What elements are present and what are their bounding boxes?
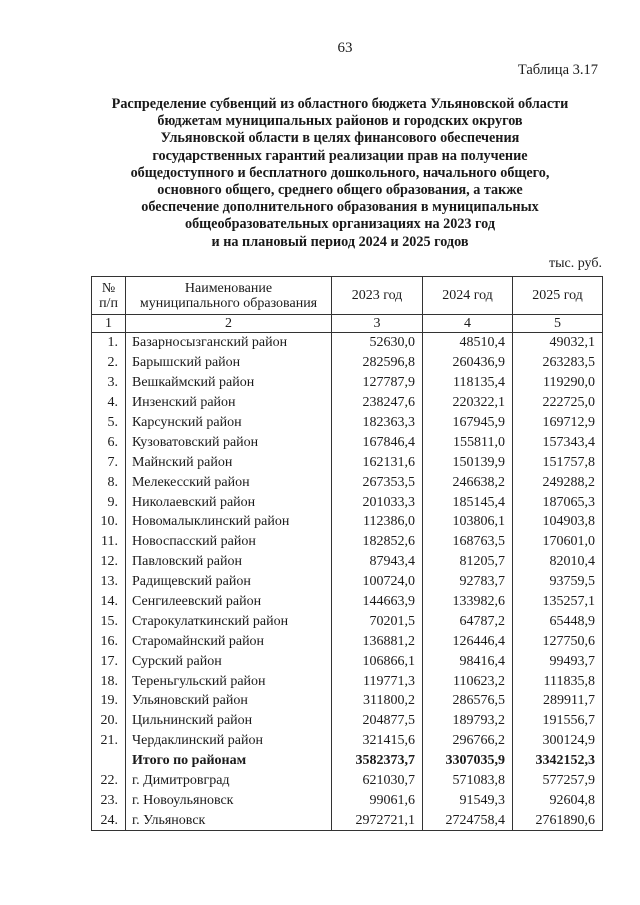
- row-number: 16.: [92, 631, 126, 651]
- row-value-2023: 201033,3: [332, 492, 423, 512]
- row-value-2025: 577257,9: [513, 771, 603, 791]
- row-value-2024: 103806,1: [423, 512, 513, 532]
- row-value-2025: 191556,7: [513, 711, 603, 731]
- column-index: 5: [513, 315, 603, 333]
- table-row: [92, 432, 603, 452]
- table-row: [92, 393, 603, 413]
- row-municipality: Кузоватовский район: [126, 432, 332, 452]
- table-row: [92, 771, 603, 791]
- row-value-2025: 82010,4: [513, 552, 603, 572]
- row-value-2025: 49032,1: [513, 333, 603, 353]
- row-value-2024: 155811,0: [423, 432, 513, 452]
- row-number: 8.: [92, 472, 126, 492]
- row-value-2025: 99493,7: [513, 651, 603, 671]
- row-municipality: Новоспасский район: [126, 532, 332, 552]
- table-body: [92, 333, 603, 831]
- header-municipality: [126, 277, 332, 315]
- row-value-2023: 182363,3: [332, 413, 423, 433]
- row-number: 5.: [92, 413, 126, 433]
- row-municipality: Итого по районам: [126, 751, 332, 771]
- title-line: основного общего, среднего общего образования, а также: [157, 182, 523, 199]
- row-value-2024: 98416,4: [423, 651, 513, 671]
- row-municipality: Сенгилеевский район: [126, 592, 332, 612]
- row-value-2024: 48510,4: [423, 333, 513, 353]
- row-value-2023: 321415,6: [332, 731, 423, 751]
- title-line: государственных гарантий реализации прав на получение: [152, 147, 528, 164]
- row-value-2023: 621030,7: [332, 771, 423, 791]
- table-row: [92, 731, 603, 751]
- row-number: 1.: [92, 333, 126, 353]
- row-value-2024: 167945,9: [423, 413, 513, 433]
- row-municipality: Тереньгульский район: [126, 671, 332, 691]
- row-value-2023: 182852,6: [332, 532, 423, 552]
- title-line: общедоступного и бесплатного дошкольного, начального общего,: [130, 164, 550, 181]
- table-row: [92, 552, 603, 572]
- row-value-2024: 2724758,4: [423, 810, 513, 830]
- document-title: [88, 96, 592, 251]
- row-number: 14.: [92, 592, 126, 612]
- row-value-2023: 100724,0: [332, 572, 423, 592]
- row-value-2025: 300124,9: [513, 731, 603, 751]
- table-row: [92, 611, 603, 631]
- table-row: [92, 631, 603, 651]
- row-number: 24.: [92, 810, 126, 830]
- row-number: 4.: [92, 393, 126, 413]
- row-municipality: Ульяновский район: [126, 691, 332, 711]
- row-number: 22.: [92, 771, 126, 791]
- header-row: [92, 277, 603, 315]
- row-number: 6.: [92, 432, 126, 452]
- row-value-2023: 127787,9: [332, 373, 423, 393]
- row-value-2024: 571083,8: [423, 771, 513, 791]
- row-value-2024: 286576,5: [423, 691, 513, 711]
- row-value-2025: 135257,1: [513, 592, 603, 612]
- title-line: общеобразовательных организациях на 2023 год: [184, 216, 496, 233]
- row-municipality: г. Ульяновск: [126, 810, 332, 830]
- row-number: 3.: [92, 373, 126, 393]
- row-value-2024: 133982,6: [423, 592, 513, 612]
- table-row: [92, 532, 603, 552]
- row-value-2023: 106866,1: [332, 651, 423, 671]
- row-municipality: Чердаклинский район: [126, 731, 332, 751]
- row-value-2023: 3582373,7: [332, 751, 423, 771]
- row-value-2023: 136881,2: [332, 631, 423, 651]
- row-value-2023: 99061,6: [332, 790, 423, 810]
- table-row: [92, 353, 603, 373]
- row-value-2023: 119771,3: [332, 671, 423, 691]
- row-municipality: г. Димитровград: [126, 771, 332, 791]
- page-number: 63: [337, 40, 353, 56]
- row-value-2023: 311800,2: [332, 691, 423, 711]
- row-value-2024: 150139,9: [423, 452, 513, 472]
- row-municipality: Мелекесский район: [126, 472, 332, 492]
- row-municipality: Николаевский район: [126, 492, 332, 512]
- row-value-2025: 111835,8: [513, 671, 603, 691]
- row-value-2025: 127750,6: [513, 631, 603, 651]
- row-number: [92, 751, 126, 771]
- row-municipality: Старомайнский район: [126, 631, 332, 651]
- row-municipality: Старокулаткинский район: [126, 611, 332, 631]
- row-value-2023: 167846,4: [332, 432, 423, 452]
- row-value-2025: 263283,5: [513, 353, 603, 373]
- row-value-2025: 222725,0: [513, 393, 603, 413]
- row-value-2024: 118135,4: [423, 373, 513, 393]
- table-row: [92, 790, 603, 810]
- row-municipality: Новомалыклинский район: [126, 512, 332, 532]
- row-value-2025: 92604,8: [513, 790, 603, 810]
- row-value-2023: 282596,8: [332, 353, 423, 373]
- row-municipality: Базарносызганский район: [126, 333, 332, 353]
- row-number: 7.: [92, 452, 126, 472]
- row-municipality: Вешкаймский район: [126, 373, 332, 393]
- row-value-2023: 238247,6: [332, 393, 423, 413]
- row-value-2025: 187065,3: [513, 492, 603, 512]
- row-value-2025: 65448,9: [513, 611, 603, 631]
- title-line: Распределение субвенций из областного бюджета Ульяновской области: [111, 96, 569, 112]
- table-row: [92, 492, 603, 512]
- row-municipality: Карсунский район: [126, 413, 332, 433]
- title-line: обеспечение дополнительного образования в муниципальных: [141, 199, 539, 216]
- row-number: 23.: [92, 790, 126, 810]
- row-value-2025: 2761890,6: [513, 810, 603, 830]
- subvention-table: [91, 276, 603, 831]
- row-value-2025: 93759,5: [513, 572, 603, 592]
- row-value-2024: 92783,7: [423, 572, 513, 592]
- row-value-2025: 249288,2: [513, 472, 603, 492]
- row-number: 11.: [92, 532, 126, 552]
- header-2024: 2024 год: [423, 277, 513, 315]
- title-line: и на плановый период 2024 и 2025 годов: [211, 233, 469, 250]
- row-value-2025: 119290,0: [513, 373, 603, 393]
- row-value-2023: 52630,0: [332, 333, 423, 353]
- row-value-2023: 144663,9: [332, 592, 423, 612]
- row-municipality: Радищевский район: [126, 572, 332, 592]
- table-row: [92, 671, 603, 691]
- row-value-2025: 3342152,3: [513, 751, 603, 771]
- row-value-2023: 112386,0: [332, 512, 423, 532]
- row-value-2024: 126446,4: [423, 631, 513, 651]
- row-municipality: Инзенский район: [126, 393, 332, 413]
- row-value-2025: 151757,8: [513, 452, 603, 472]
- row-value-2024: 189793,2: [423, 711, 513, 731]
- table-row: [92, 810, 603, 830]
- table-row: [92, 512, 603, 532]
- row-value-2023: 204877,5: [332, 711, 423, 731]
- row-value-2025: 157343,4: [513, 432, 603, 452]
- row-value-2024: 91549,3: [423, 790, 513, 810]
- units-label: тыс. руб.: [549, 256, 602, 271]
- row-value-2024: 246638,2: [423, 472, 513, 492]
- row-municipality: г. Новоульяновск: [126, 790, 332, 810]
- header-2025: 2025 год: [513, 277, 603, 315]
- row-number: 17.: [92, 651, 126, 671]
- column-index-row: [92, 315, 603, 333]
- row-value-2023: 162131,6: [332, 452, 423, 472]
- row-value-2025: 170601,0: [513, 532, 603, 552]
- row-number: 9.: [92, 492, 126, 512]
- row-municipality: Павловский район: [126, 552, 332, 572]
- row-value-2024: 168763,5: [423, 532, 513, 552]
- row-value-2024: 296766,2: [423, 731, 513, 751]
- row-municipality: Барышский район: [126, 353, 332, 373]
- row-number: 20.: [92, 711, 126, 731]
- row-value-2024: 3307035,9: [423, 751, 513, 771]
- row-number: 10.: [92, 512, 126, 532]
- row-value-2023: 2972721,1: [332, 810, 423, 830]
- title-line: Ульяновской области в целях финансового обеспечения: [160, 130, 520, 147]
- row-number: 19.: [92, 691, 126, 711]
- table-row: [92, 651, 603, 671]
- row-number: 12.: [92, 552, 126, 572]
- row-number: 18.: [92, 671, 126, 691]
- table-row: [92, 472, 603, 492]
- row-municipality: Цильнинский район: [126, 711, 332, 731]
- header-number: [92, 277, 126, 315]
- row-number: 2.: [92, 353, 126, 373]
- row-value-2023: 87943,4: [332, 552, 423, 572]
- total-row: [92, 751, 603, 771]
- title-line: бюджетам муниципальных районов и городских округов: [157, 113, 523, 130]
- row-number: 21.: [92, 731, 126, 751]
- column-index: 1: [92, 315, 126, 333]
- table-row: [92, 452, 603, 472]
- row-value-2024: 64787,2: [423, 611, 513, 631]
- row-municipality: Майнский район: [126, 452, 332, 472]
- row-value-2025: 289911,7: [513, 691, 603, 711]
- row-value-2023: 70201,5: [332, 611, 423, 631]
- table-row: [92, 373, 603, 393]
- table-row: [92, 711, 603, 731]
- table-row: [92, 413, 603, 433]
- header-2023: 2023 год: [332, 277, 423, 315]
- row-value-2025: 169712,9: [513, 413, 603, 433]
- row-value-2025: 104903,8: [513, 512, 603, 532]
- table-label: Таблица 3.17: [517, 62, 598, 78]
- header-municipality-line1: Наименование: [184, 280, 273, 296]
- column-index: 2: [126, 315, 332, 333]
- column-index: 3: [332, 315, 423, 333]
- table-row: [92, 691, 603, 711]
- header-number-line1: №: [101, 280, 116, 296]
- header-municipality-line2: муниципального образования: [139, 295, 318, 311]
- table-row: [92, 592, 603, 612]
- row-value-2023: 267353,5: [332, 472, 423, 492]
- row-number: 13.: [92, 572, 126, 592]
- row-value-2024: 260436,9: [423, 353, 513, 373]
- row-value-2024: 81205,7: [423, 552, 513, 572]
- row-municipality: Сурский район: [126, 651, 332, 671]
- row-value-2024: 185145,4: [423, 492, 513, 512]
- row-value-2024: 110623,2: [423, 671, 513, 691]
- table-row: [92, 572, 603, 592]
- column-index: 4: [423, 315, 513, 333]
- table-row: [92, 333, 603, 353]
- row-value-2024: 220322,1: [423, 393, 513, 413]
- row-number: 15.: [92, 611, 126, 631]
- header-number-line2: п/п: [99, 295, 118, 311]
